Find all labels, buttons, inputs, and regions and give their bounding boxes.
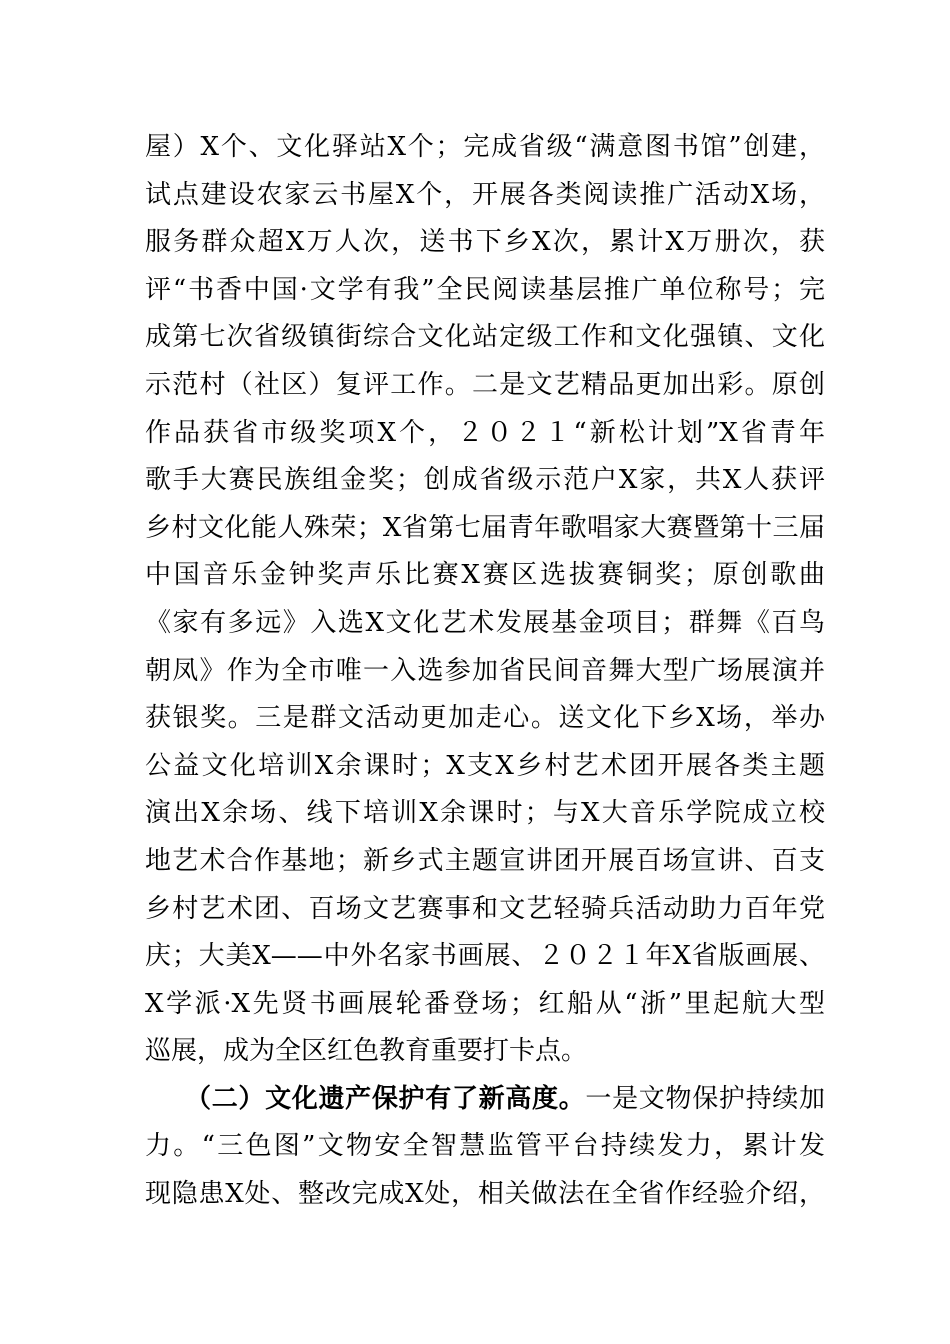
text-line: 歌手大赛民族组金奖；创成省级示范户X家，共X人获评: [145, 465, 825, 496]
text-line: 演出X余场、线下培训X余课时；与X大音乐学院成立校: [145, 798, 825, 829]
text-line: 公益文化培训X余课时；X支X乡村艺术团开展各类主题: [145, 750, 825, 781]
text-line: 评“书香中国·文学有我”全民阅读基层推广单位称号；完: [145, 274, 825, 305]
section-heading: （二）文化遗产保护有了新高度。: [185, 1083, 586, 1114]
section-first-line-text: 一是文物保护持续加: [585, 1083, 825, 1114]
text-line: 屋）X个、文化驿站X个；完成省级“满意图书馆”创建，: [145, 132, 825, 162]
text-line: 力。“三色图”文物安全智慧监管平台持续发力，累计发: [145, 1131, 825, 1162]
text-line: 乡村文化能人殊荣；X省第七届青年歌唱家大赛暨第十三届: [145, 512, 825, 543]
text-line: X学派·X先贤书画展轮番登场；红船从“浙”里起航大型: [145, 988, 825, 1019]
text-line: 示范村（社区）复评工作。二是文艺精品更加出彩。原创: [145, 369, 825, 400]
text-line: 庆；大美X——中外名家书画展、２０２１年X省版画展、: [145, 941, 825, 972]
text-line: 成第七次省级镇街综合文化站定级工作和文化强镇、文化: [145, 322, 825, 353]
body-text: [145, 124, 825, 1219]
text-line: 朝凤》作为全市唯一入选参加省民间音舞大型广场展演并: [145, 655, 825, 686]
text-line: 乡村艺术团、百场文艺赛事和文艺轻骑兵活动助力百年党: [145, 893, 825, 924]
text-line: 作品获省市级奖项X个，２０２１“新松计划”X省青年: [145, 417, 825, 448]
text-line: 《家有多远》入选X文化艺术发展基金项目；群舞《百鸟: [145, 607, 825, 638]
text-line: 巡展，成为全区红色教育重要打卡点。: [145, 1036, 588, 1067]
text-line: 获银奖。三是群文活动更加走心。送文化下乡X场，举办: [145, 703, 825, 734]
text-line: 中国音乐金钟奖声乐比赛X赛区选拔赛铜奖；原创歌曲: [145, 560, 825, 591]
text-line: 地艺术合作基地；新乡式主题宣讲团开展百场宣讲、百支: [145, 845, 825, 876]
text-line: 试点建设农家云书屋X个，开展各类阅读推广活动X场，: [145, 179, 825, 210]
text-line: 服务群众超X万人次，送书下乡X次，累计X万册次，获: [145, 227, 825, 258]
section-first-line: [145, 1076, 825, 1124]
text-line: 现隐患X处、整改完成X处，相关做法在全省作经验介绍，: [145, 1179, 825, 1210]
